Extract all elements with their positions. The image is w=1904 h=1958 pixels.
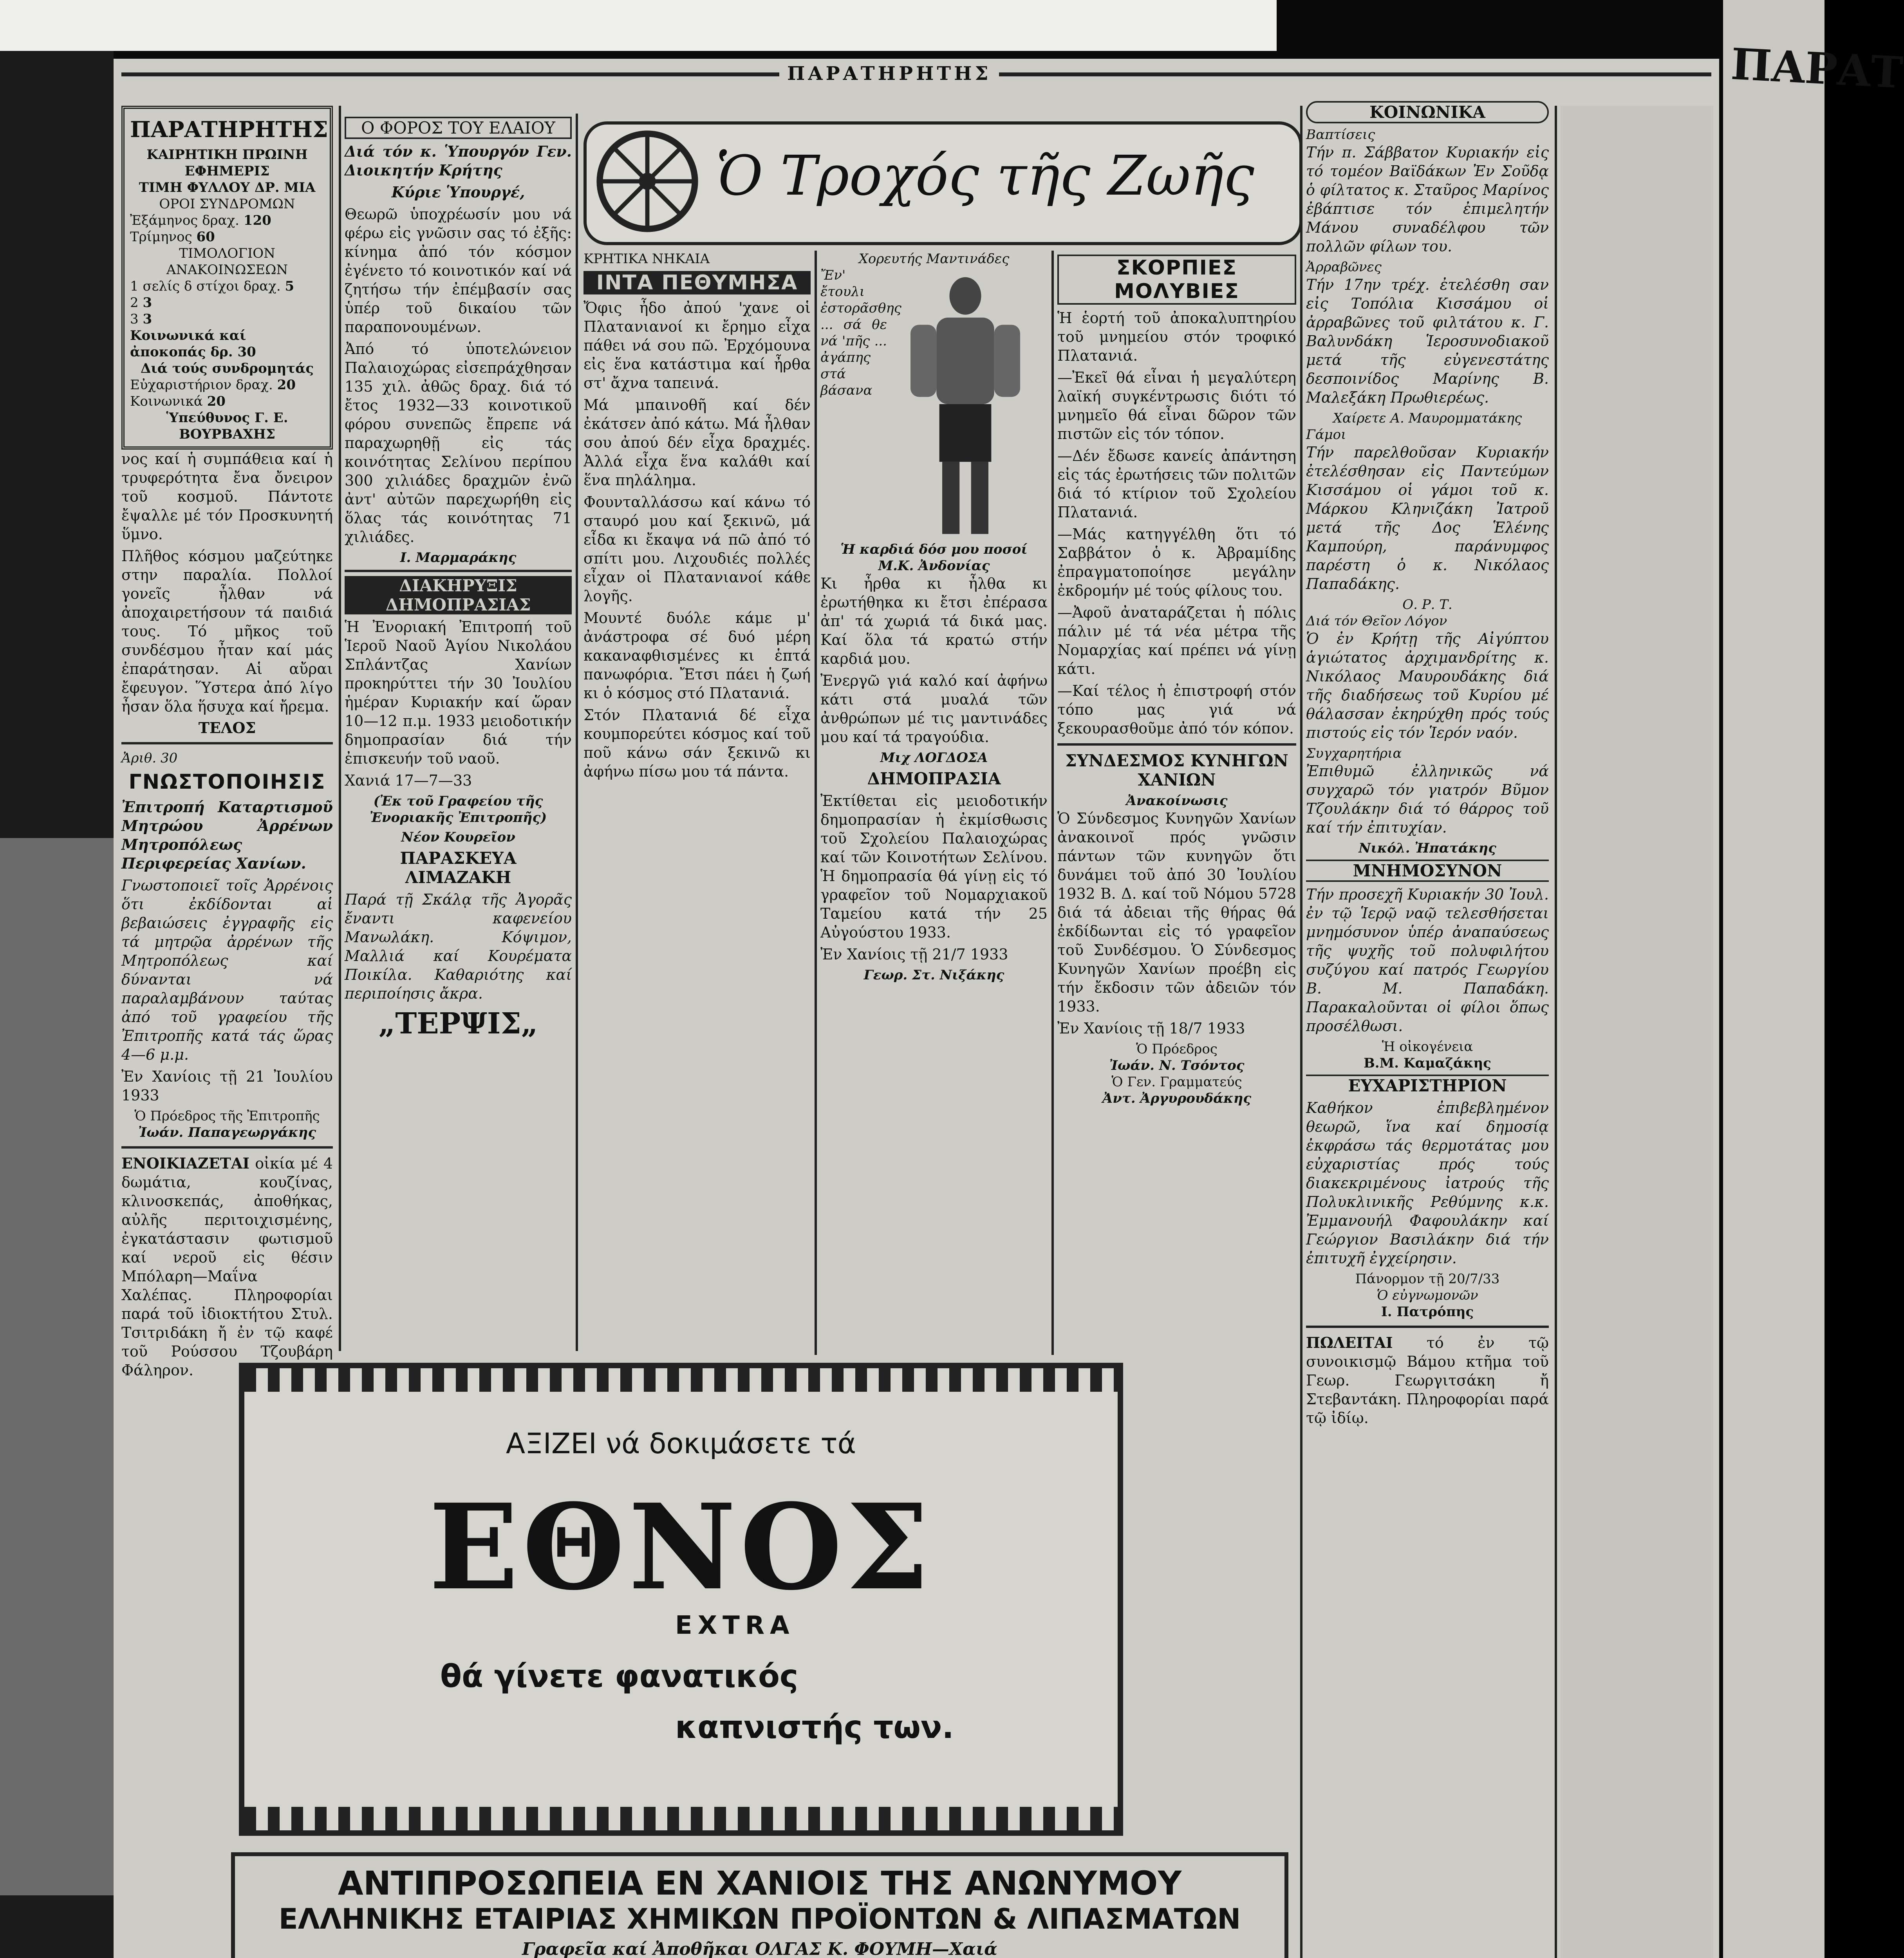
story-text: Ἐνεργῶ γιά καλό καί ἀφήνω κάτι στά μυαλά τῶν ἀνθρώπων μέ τις μαντινάδες μου καί τά τραγούδια. — [820, 672, 1048, 746]
ethnos-extra: EXTRA — [675, 1611, 795, 1640]
announcement-subtitle: Ἐπιτροπή Καταρτισμοῦ Μητρώου Ἀρρένων Μητροπόλεως Περιφερείας Χανίων. — [121, 798, 333, 872]
hunters-signer-title: Ὁ Πρόεδρος — [1136, 1041, 1218, 1057]
divider — [345, 570, 572, 572]
ad-row: 2 3 — [130, 295, 152, 311]
notices-rate: Κοινωνικά καί ἀποκοπάς δρ. 30 — [130, 328, 256, 360]
notice-date: Χανιά 17—7—33 — [345, 772, 472, 789]
fertilizer-ad — [231, 1852, 1288, 1958]
story-text: Φουνταλλάσσω καί κάνω τό σταυρό μου καί ξεκινῶ, μά εἶδα κι ἔκαψα νά πῶ ἀπό τό σπίτι μου. Λιχουδιές πολλές εἶχαν οἱ Πλατανιανοί κάθε λογῆς. — [583, 493, 811, 605]
announcement-date: Ἐν Χανίοις τῇ 21 Ἰουλίου 1933 — [121, 1068, 333, 1104]
terpsis-title: „ΤΕΡΨΙΣ„ — [378, 1007, 538, 1040]
ethnos-line2: θά γίνετε φανατικός — [440, 1658, 798, 1694]
column-kicker: ΚΡΗΤΙΚΑ ΝΗΚΑΙΑ — [583, 251, 710, 267]
letter-text: Θεωρῶ ὑποχρέωσίν μου νά φέρω εἰς γνῶσιν σας τό ἐξῆς: κίνημα ἀπό τόν κόσμον ἐγένετο τό κοινοτικόν καί νά ζητήσω τήν ἐπέμβασίν σας ὑπέρ τοῦ δικαίου τῶν παραπονουμένων. — [345, 206, 572, 336]
notice-text: Ἡ Ἐνοριακή Ἐπιτροπή τοῦ Ἱεροῦ Ναοῦ Ἁγίου Νικολάου Σπλάντζας Χανίων προκηρύττει τήν 30 Ἰουλίου ἡμέραν Κυριακήν καί ὥραν 10—12 π.μ. 1933 μειοδοτικήν δημοπρασίαν διά τήν ἐπισκευήν τοῦ ναοῦ. — [345, 618, 572, 767]
verse-row — [820, 267, 1048, 541]
column-rule — [339, 106, 341, 1351]
fertilizer-title: ΑΝΤΙΠΡΟΣΩΠΕΙΑ ΕΝ ΧΑΝΙΟΙΣ ΤΗΣ ΑΝΩΝΥΜΟΥ — [338, 1864, 1182, 1902]
auction-title: ΔΗΜΟΠΡΑΣΙΑ — [867, 769, 1001, 788]
section-text: Τήν π. Σάββατον Κυριακήν εἰς τό τομέον Βαϊδάκων Ἐν Σοῦδᾳ ὁ φίλτατος κ. Σταῦρος Μαρίνος ἐβάπτισε τόν ἐπιμελητήν Μάνου συναδέλφου τῶν πολλῶν φίλων του. — [1306, 144, 1549, 255]
divider — [121, 1146, 333, 1149]
column-rule — [1555, 106, 1557, 1958]
subscriptions-title: ΟΡΟΙ ΣΥΝΔΡΟΜΩΝ — [159, 196, 295, 212]
notice-title: ΔΙΑΚΗΡΥΞΙΣ ΔΗΜΟΠΡΑΣΙΑΣ — [345, 576, 572, 614]
announcement-text: Γνωστοποιεῖ τοῖς Ἀρρένοις ὅτι ἐκδίδονται αἱ βεβαιώσεις ἐγγραφῆς εἰς τά μητρῷα ἀρρένων τῆς Μητροπόλεως καί δύνανται νά παραλαμβάνουν ταύτας ἀπό τοῦ γραφείου τῆς Ἐπιτροπῆς κατά τάς ὥρας 4—6 μ.μ. — [121, 877, 333, 1063]
letter-recipient: Διά τόν κ. Ὑπουργόν Γεν. Διοικητήν Κρήτης — [345, 143, 572, 179]
ethnos-ad — [239, 1363, 1123, 1836]
section-text: Τήν 17ην τρέχ. ἐτελέσθη σαν εἰς Τοπόλια Κισσάμου οἱ ἀρραβῶνες τοῦ φιλτάτου κ. Γ. Βαλυνδάκη Ἱεροσυνοδιακοῦ μετά τῆς εὐγενεστάτης δεσποινίδος Μαρίνης Β. Μαλεξάκη Πρωθιερέως. — [1306, 276, 1549, 406]
gratitude-date: Πάνορμον τῇ 20/7/33 — [1355, 1271, 1500, 1287]
section-signature: Ο. Ρ. Τ. — [1402, 597, 1452, 612]
section-title: Συγχαρητήρια — [1306, 746, 1402, 761]
adjacent-page-title: ΠΑΡΑΤ — [1729, 38, 1904, 98]
masthead-price: ΤΙΜΗ ΦΥΛΛΟΥ ΔΡ. ΜΙΑ — [139, 180, 316, 195]
rent-text: οἰκία μέ 4 δωμάτια, κουζίνας, κλινοσκεπάς, ἀποθήκας, αὐλῆς περιτοιχισμένης, ἐγκατάστασιν φωτισμοῦ καί νεροῦ εἰς θέσιν Μπόλαρη—Μαΐνα Χαλέπας. Πληροφορίαι παρά τοῦ ἰδιοκτήτου Στυλ. Τσιτριδάκη ἤ ἐν τῷ καφέ τοῦ Ρούσσου Τζουβάρη Φάληρον. — [121, 1155, 333, 1379]
col1-text: νος καί ἡ συμπάθεια καί ἡ τρυφερότητα ἔνα ὄνειρον τοῦ κοσμοῦ. Πάντοτε ἔψαλλε μέ τόν Προσκυνητή ὕμνο. — [121, 450, 333, 543]
left-margin-band — [0, 838, 117, 1895]
section-text: Ὁ ἐν Κρήτῃ τῆς Αἰγύπτου ἁγιώτατος ἀρχιμανδρίτης κ. Νικόλαος Μαυρουδάκης διά τῆς διαδήσεως τοῦ Κυρίου μέ θάλασσαν ἐκηρύχθη πρός τούς πιστούς εἰς τόν Ἱερόν ναόν. — [1306, 630, 1549, 741]
sale-title: ΠΩΛΕΙΤΑΙ — [1306, 1334, 1393, 1351]
column-rule — [1300, 106, 1302, 1958]
letter-signature: Ι. Μαρμαράκης — [400, 550, 517, 565]
notice-from: (Ἐκ τοῦ Γραφείου τῆς Ἐνοριακῆς Ἐπιτροπῆς) — [369, 793, 547, 825]
section-signature: Νικόλ. Ἠπατάκης — [1358, 840, 1496, 856]
fertilizer-subtitle: ΕΛΛΗΝΙΚΗΣ ΕΤΑΙΡΙΑΣ ΧΗΜΙΚΩΝ ΠΡΟΪΟΝΤΩΝ & ΛΙΠΑΣΜΑΤΩΝ — [278, 1902, 1241, 1935]
ethnos-brand: ΕΘΝΟΣ — [429, 1478, 933, 1616]
top-white-strip — [0, 0, 1277, 51]
article-heading: Ο ΦΟΡΟΣ ΤΟΥ ΕΛΑΙΟΥ — [345, 117, 572, 139]
column-2 — [345, 114, 572, 1359]
sale-text: τό ἐν τῷ συνοικισμῷ Βάμου κτῆμα τοῦ Γεωρ. Γεωργιτσάκη ἤ Στεβαντάκη. Πληροφορίαι παρά τῷ ἰδίῳ. — [1306, 1334, 1549, 1427]
masthead-subtitle: ΚΑΙΡΗΤΙΚΗ ΠΡΩΙΝΗ ΕΦΗΜΕΡΙΣ — [146, 147, 308, 179]
story-text: Μουντέ δυόλε κάμε μ' ἀνάστροφα σέ δυό μέρη κακαναφθισμένες κι ἑπτά πανωφόρια. Ἔτσι πάει ἡ ζωή κι ὁ κόσμος στό Πλατανιά. — [583, 609, 811, 702]
ad-row: 3 3 — [130, 311, 152, 327]
masthead — [121, 106, 333, 450]
hunters-signer-title: Ὁ Γεν. Γραμματεύς — [1111, 1074, 1242, 1090]
story-signature: Μιχ ΛΟΓΔΟΣΑ — [880, 750, 988, 766]
ad-row: 1 σελίς δ στίχοι δραχ. 5 — [130, 278, 294, 294]
col1-text: Πλῆθος κόσμου μαζεύτηκε στην παραλία. Πολλοί γονεῖς ἦλθαν νά ἀποχαιρετήσουν τά παιδιά τους. Τό μῆκος τοῦ συνδέσμου ἦταν καί μάς ἐπαράτησαν. Αἱ αὔραι ἔφευγον. Ὕστερα ἀπό λίγο ἦσαν ὅλα ἥσυχα καί ἤρεμα. — [121, 547, 333, 715]
column-text: Ἡ ἑορτή τοῦ ἀποκαλυπτηρίου τοῦ μνημείου στόν τροφικό Πλατανιά. — [1057, 309, 1296, 364]
section-text: Ἐπιθυμῶ ἐλληνικῶς νά συγχαρῶ τόν γιατρόν Βῦμον Τζουλάκην διά τό θάρρος τοῦ καί τήν ἐπιτυχίαν. — [1306, 762, 1549, 836]
column-rule — [815, 251, 817, 1355]
wheel-banner — [583, 121, 1302, 245]
abroad-row: Εὐχαριστήριον δραχ. 20 — [130, 377, 296, 393]
abroad-title: Διά τούς συνδρομητάς — [140, 361, 314, 376]
column-title: ΙΝΤΑ ΠΕΘΥΜΗΣΑ — [583, 271, 811, 294]
hunters-title: ΣΥΝΔΕΣΜΟΣ ΚΥΝΗΓΩΝ ΧΑΝΙΩΝ — [1065, 751, 1288, 789]
barber-subtitle: Νέον Κουρεῖον — [401, 829, 515, 845]
column-rule — [1051, 251, 1054, 1355]
column-rule — [576, 114, 578, 1351]
barber-text: Παρά τῇ Σκάλᾳ τῆς Ἀγορᾶς ἔναντι καφενείου Μανωλάκη. Κόψιμον, Μαλλιά καί Κουρέματα Ποικίλα. Καθαριότης καί περιποίησις ἄκρα. — [345, 891, 572, 1002]
column-title: ΣΚΟΡΠΙΕΣ ΜΟΛΥΒΙΕΣ — [1057, 255, 1296, 305]
section-signature: Χαίρετε Α. Μαυρομματάκης — [1333, 410, 1522, 426]
gratitude-signer: Ὁ εὐγνωμονῶν — [1377, 1288, 1478, 1303]
story-text: Μά μπαινοθῆ καί δέν ἐκάτσεν ἀπό κάτω. Μά ἦλθαν σου ἀπού δέν εἶχα δραχμές. Ἀλλά εἶχα ἕνα καλάθι καί ἕνα πηλάλημα. — [583, 396, 811, 489]
divider — [1057, 743, 1296, 746]
fertilizer-office: Γραφεῖα καί Ἀποθῆκαι ΟΛΓΑΣ Κ. ΦΟΥΜΗ—Χαιά — [522, 1939, 997, 1958]
gratitude-title: ΕΥΧΑΡΙΣΤΗΡΙΟΝ — [1306, 1075, 1549, 1095]
divider — [121, 742, 333, 744]
figure-illustration — [891, 267, 1040, 541]
ethnos-line3: καπνιστής των. — [675, 1709, 954, 1745]
announcement-number: Ἀριθ. 30 — [121, 750, 178, 766]
hunters-subtitle: Ἀνακοίνωσις — [1126, 793, 1228, 809]
story-text: Στόν Πλατανιά δέ εἶχα κουμπορεύτει κόσμος καί τοῦ ποῦ κάνω σάν ξεκινῶ κι ἀφήνω πίσω μου τά πάντα. — [583, 706, 811, 780]
auction-signature: Γεωρ. Στ. Νιξάκης — [863, 967, 1004, 983]
sub-row: Ἐξάμηνος δραχ. 120 — [130, 213, 271, 228]
column-text: —Μάς κατηγγέλθη ὅτι τό Σαββάτον ὁ κ. Ἀβραμίδης ἐπραγματοποίησε μεγάλην ἐκδρομήν μέ τούς φίλους του. — [1057, 526, 1296, 599]
gratitude-name: Ι. Πατρόπης — [1381, 1304, 1474, 1320]
memorial-text: Τήν προσεχῆ Κυριακήν 30 Ἰουλ. ἐν τῷ Ἱερῷ ναῷ τελεσθήσεται μνημόσυνον ὑπέρ ἀναπαύσεως τῆς ψυχῆς τοῦ πολυφιλήτου συζύγου καί πατρός Γεωργίου Β. Μ. Παπαδάκη. Παρακαλοῦνται οἱ φίλοι ὅπως προσέλθωσι. — [1306, 886, 1549, 1035]
adjacent-page — [1723, 0, 1904, 1958]
verse-text: Ἔν' ἔτουλι ἐστορᾶσθης ... σά θε νά 'πῆς ... ἀγάπης στά βάσανα — [820, 267, 901, 398]
column-7-partial — [1561, 106, 1713, 1958]
hunters-date: Ἐν Χανίοις τῇ 18/7 1933 — [1057, 1020, 1245, 1037]
column-text: —Δέν ἔδωσε κανείς ἀπάντηση εἰς τάς ἐρωτήσεις τῶν πολιτῶν διά τό κτίριον τοῦ Σχολείου Πλατανιά. — [1057, 447, 1296, 521]
ads-title: ΤΙΜΟΛΟΓΙΟΝ ΑΝΑΚΟΙΝΩΣΕΩΝ — [166, 246, 288, 278]
announcement-signer-name: Ἰωάν. Παπαγεωργάκης — [138, 1125, 316, 1140]
column-text: —Καί τέλος ἡ ἐπιστροφή στόν τόπο μας γιά νά ξεκουρασθοῦμε ἀπό τόν κόπον. — [1057, 682, 1296, 737]
column-1 — [121, 106, 333, 1379]
section-title: Βαπτίσεις — [1306, 127, 1375, 143]
story-end: ΤΕΛΟΣ — [198, 719, 256, 737]
wheel-icon — [594, 128, 700, 234]
auction-text: Ἐκτίθεται εἰς μειοδοτικήν δημοπρασίαν ἡ ἐκμίσθωσις τοῦ Σχολείου Παλαιοχώρας καί τῶν Κοινοτήτων Σελίνου. Ἡ δημοπρασία θά γίνῃ εἰς τό γραφεῖον τοῦ Νομαρχιακοῦ Ταμείου κατά τήν 25 Αὐγούστου 1933. — [820, 792, 1048, 941]
section-text: Τήν παρελθοῦσαν Κυριακήν ἐτελέσθησαν εἰς Παντεύμων Κισσάμου οἱ γάμοι τοῦ κ. Μάρκου Κληνιζάκη Ἰατροῦ μετά τῆς Δος Ἑλένης Καμπούρη, παράνυμφος παρέστη ὁ κ. Νικόλαος Παπαδάκης. — [1306, 444, 1549, 592]
abroad-row: Κοινωνικά 20 — [130, 394, 226, 409]
hunters-signer-name: Ἰωάν. Ν. Τσόντος — [1109, 1058, 1245, 1073]
ethnos-line1: ΑΞΙΖΕΙ νά δοκιμάσετε τά — [506, 1427, 856, 1460]
figure-caption: Ἡ καρδιά δόσ μου ποσοί Μ.Κ. Ἀνδονίας — [840, 542, 1028, 574]
hunters-signer-name: Ἀντ. Ἀργυρουδάκης — [1102, 1091, 1252, 1106]
ad-border-pattern — [244, 1368, 1118, 1392]
gratitude-text: Καθήκον ἐπιβεβλημένον θεωρῶ, ἵνα καί δημοσίᾳ ἐκφράσω τάς θερμοτάτας μου εὐχαριστίας πρός τούς διακεκριμένους ἰατρούς τῆς Πολυκλινικῆς Ρεθύμνης κ.κ. Ἐμμανουήλ Φαφουλάκην καί Γεώργιον Βασιλάκην διά τήν ἐπιτυχῆ ἐγχείρησιν. — [1306, 1099, 1549, 1267]
column-6 — [1306, 98, 1549, 1958]
section-title: Γάμοι — [1306, 427, 1346, 443]
column-text: —Ἐκεῖ θά εἶναι ἡ μεγαλύτερη λαϊκή συγκέντρωσις διότι τό μνημεῖο θά εἶναι δῶρον τῶν πιστῶν εἰς τόν τόπον. — [1057, 369, 1296, 443]
section-title: Διά τόν Θεῖον Λόγον — [1306, 613, 1447, 629]
social-title: ΚΟΙΝΩΝΙΚΑ — [1306, 101, 1549, 123]
sub-row: Τρίμηνος 60 — [130, 229, 215, 245]
letter-text: Ἀπό τό ὑποτελώνειον Παλαιοχώρας εἰσεπράχθησαν 135 χιλ. ἀθῶς δραχ. διά τό ἔτος 1932—33 κοινοτικοῦ φόρου συνεπῶς ἔπρεπε νά παραχωρηθῇ εἰς τάς κοινότητας Σελίνου περίπου 300 χιλιάδες δραχμῶν ἐνῶ ἀντ' αὐτῶν παρεχωρήθη εἰς ὅλας τάς κοινότητας 71 χιλιάδες. — [345, 340, 572, 545]
hunters-text: Ὁ Σύνδεσμος Κυνηγῶν Χανίων ἀνακοινοῖ πρός γνῶσιν πάντων τῶν κυνηγῶν ὅτι δυνάμει τοῦ ἀπό 30 Ἰουλίου 1932 Β. Δ. καί τοῦ Νόμου 5728 διά τά ἀδειαι τῆς θήρας θά ἐκδίδωνται εἰς τό γραφεῖον τοῦ Συνδέσμου. Ὁ Σύνδεσμος Κυνηγῶν Χανίων προέβη εἰς τήν ἔκδοσιν τῶν ἀδειῶν τόν 1933. — [1057, 810, 1296, 1015]
section-title: Ἀρραβῶνες — [1306, 259, 1382, 275]
story-text: Ὄφις ἦδο ἀπού 'χανε οἱ Πλατανιανοί κι ἔρημο εἶχα πάθει νά σου πῶ. Ἐρχόμουνα εἰς ἕνα κατάστιμα καί ἦρθα στ' ἄχνα ταπεινά. — [583, 299, 811, 392]
story-text: Κι ἦρθα κι ἦλθα κι ἐρωτήθηκα κι ἔτσι ἐπέρασα ἀπ' τά χωριά τά δικά μας. Καί ὅλα τά κρατώ στήν καρδιά μου. — [820, 575, 1048, 667]
memorial-signer: Ἡ οἰκογένεια — [1382, 1039, 1473, 1055]
rent-title: ΕΝΟΙΚΙΑΖΕΤΑΙ — [121, 1154, 250, 1172]
column-4 — [820, 251, 1048, 1359]
column-3 — [583, 251, 811, 1359]
column-text: —Ἀφοῦ ἀναταράζεται ἡ πόλις πάλιν μέ τά νέα μέτρα τῆς Νομαρχίας καί πρέπει νά γίνῃ κάτι. — [1057, 604, 1296, 677]
auction-date: Ἐν Χανίοις τῇ 21/7 1933 — [820, 946, 1008, 963]
announcement-signer-title: Ὁ Πρόεδρος τῆς Ἐπιτροπῆς — [134, 1108, 320, 1124]
column-kicker: Χορευτής Μαντινάδες — [858, 251, 1010, 267]
masthead-director: Ὑπεύθυνος Γ. Ε. ΒΟΥΡΒΑΧΗΣ — [166, 410, 288, 442]
letter-salutation: Κύριε Ὑπουργέ, — [391, 183, 525, 201]
ad-border-pattern — [244, 1807, 1118, 1830]
divider — [1306, 1326, 1549, 1328]
memorial-title: ΜΝΗΜΟΣΥΝΟΝ — [1306, 860, 1549, 882]
barber-title: ΠΑΡΑΣΚΕΥΑ ΛΙΜΑΖΑΚΗ — [400, 849, 517, 887]
newspaper-page — [114, 59, 1719, 1958]
announcement-title: ΓΝΩΣΤΟΠΟΙΗΣΙΣ — [128, 770, 326, 794]
wheel-title: Ὁ Τροχός τῆς Ζωῆς — [716, 144, 1254, 208]
header-newspaper-name: ΠΑΡΑΤΗΡΗΤΗΣ — [779, 63, 999, 85]
masthead-title: ΠΑΡΑΤΗΡΗΤΗΣ — [130, 117, 328, 143]
memorial-name: Β.Μ. Καμαζάκης — [1364, 1055, 1491, 1071]
